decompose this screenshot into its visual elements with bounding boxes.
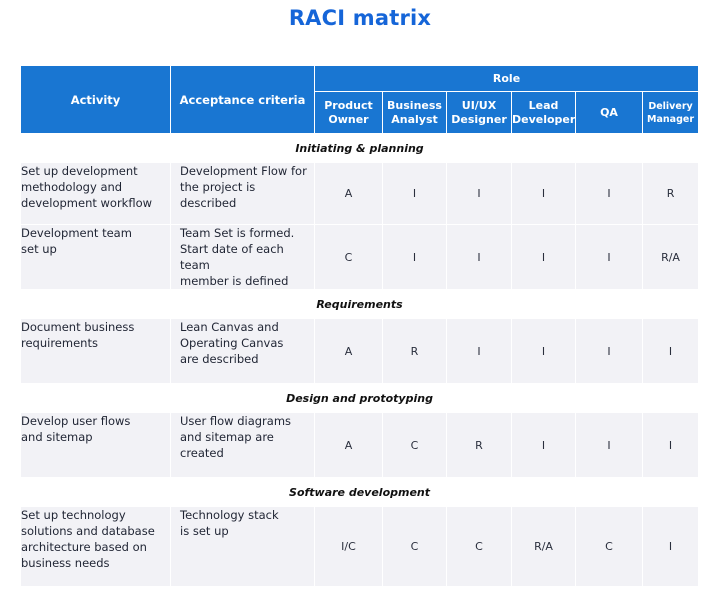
raci-code: I: [383, 163, 447, 225]
raci-code: C: [576, 507, 643, 587]
header-activity: Activity: [21, 66, 171, 134]
criteria-cell: Lean Canvas and Operating Canvas are described: [171, 319, 315, 384]
raci-code: I: [643, 413, 699, 478]
raci-code: R/A: [643, 225, 699, 290]
raci-code: C: [315, 225, 383, 290]
raci-code: C: [383, 413, 447, 478]
table-row: [21, 319, 699, 384]
table-row: [21, 507, 699, 587]
raci-code: I: [512, 163, 576, 225]
header-role-product-owner: Product Owner: [315, 92, 383, 134]
raci-code: A: [315, 413, 383, 478]
raci-table: [20, 65, 699, 587]
header-role-ui-ux-designer: UI/UX Designer: [447, 92, 512, 134]
section-heading: Requirements: [21, 290, 699, 319]
section-heading: Software development: [21, 478, 699, 507]
criteria-cell: Team Set is formed. Start date of each team member is defined: [171, 225, 315, 290]
table-row: [21, 413, 699, 478]
raci-code: I: [512, 225, 576, 290]
raci-code: I: [447, 225, 512, 290]
table-row: [21, 163, 699, 225]
raci-code: I: [643, 507, 699, 587]
header-role: Role: [315, 66, 699, 92]
raci-code: R: [447, 413, 512, 478]
criteria-cell: User flow diagrams and sitemap are created: [171, 413, 315, 478]
section-heading: Design and prototyping: [21, 384, 699, 413]
raci-code: R: [643, 163, 699, 225]
header-role-delivery-manager: Delivery Manager: [643, 92, 699, 134]
raci-code: I: [383, 225, 447, 290]
raci-code: I: [643, 319, 699, 384]
activity-cell: Set up technology solutions and database architecture based on business needs: [21, 507, 171, 587]
raci-code: I: [447, 163, 512, 225]
raci-code: A: [315, 163, 383, 225]
raci-code: I: [576, 225, 643, 290]
raci-code: I: [447, 319, 512, 384]
header-acceptance-criteria: Acceptance criteria: [171, 66, 315, 134]
activity-cell: Document business requirements: [21, 319, 171, 384]
activity-cell: Set up development methodology and development workflow: [21, 163, 171, 225]
raci-code: C: [447, 507, 512, 587]
page-title: RACI matrix: [288, 6, 432, 30]
raci-code: I: [576, 319, 643, 384]
header-role-business-analyst: Business Analyst: [383, 92, 447, 134]
header-role-qa: QA: [576, 92, 643, 134]
raci-code: I: [512, 319, 576, 384]
raci-code: I: [576, 413, 643, 478]
raci-code: I/C: [315, 507, 383, 587]
raci-code: R: [383, 319, 447, 384]
raci-code: R/A: [512, 507, 576, 587]
raci-code: A: [315, 319, 383, 384]
activity-cell: Develop user flows and sitemap: [21, 413, 171, 478]
activity-cell: Development team set up: [21, 225, 171, 290]
raci-code: I: [576, 163, 643, 225]
section-heading: Initiating & planning: [21, 134, 699, 163]
raci-code: C: [383, 507, 447, 587]
criteria-cell: Development Flow for the project is described: [171, 163, 315, 225]
criteria-cell: Technology stack is set up: [171, 507, 315, 587]
header-role-lead-developer: Lead Developer: [512, 92, 576, 134]
raci-code: I: [512, 413, 576, 478]
table-row: [21, 225, 699, 290]
